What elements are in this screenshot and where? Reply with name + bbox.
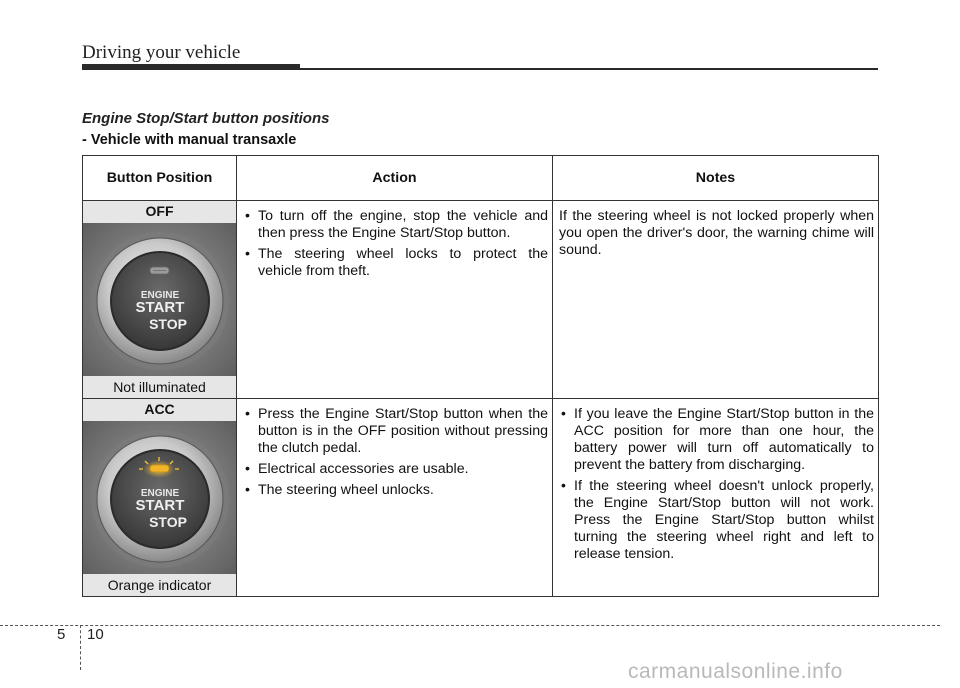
header-bar: [82, 64, 300, 70]
header-action: Action: [237, 156, 553, 201]
engine-button-acc-image: [83, 421, 236, 574]
page-section-number: 5: [57, 626, 66, 643]
position-label-off: OFF: [83, 201, 236, 223]
action-item: • The steering wheel unlocks.: [243, 482, 548, 499]
note-item: • If you leave the Engine Start/Stop button in the ACC position for more than one hour, the battery power will turn off automatically to prevent the battery from discharging.: [559, 406, 874, 474]
position-caption-off: Not illuminated: [83, 376, 236, 398]
table-header-row: [83, 156, 879, 201]
action-item: • To turn off the engine, stop the vehicle and then press the Engine Start/Stop button.: [243, 208, 548, 242]
header-notes: Notes: [553, 156, 879, 201]
action-item: • Electrical accessories are usable.: [243, 461, 548, 478]
header-button-position: Button Position: [83, 156, 237, 201]
header-rule: [300, 68, 878, 70]
notes-cell-off: [553, 201, 879, 399]
watermark: carmanualsonline.info: [628, 660, 843, 683]
notes-cell-acc: [553, 399, 879, 597]
section-title: Engine Stop/Start button positions: [82, 110, 330, 127]
footer-rule: [0, 625, 940, 626]
button-engine-text: ENGINE: [140, 290, 180, 301]
button-engine-text: ENGINE: [140, 488, 180, 499]
table-row-off: [83, 201, 879, 399]
table-row-acc: [83, 399, 879, 597]
footer-divider: [80, 625, 81, 670]
action-cell-acc: [237, 399, 553, 597]
button-positions-table: [82, 155, 879, 597]
position-caption-acc: Orange indicator: [83, 574, 236, 596]
engine-button-off-image: [83, 223, 236, 376]
note-text: If the steering wheel is not locked properly when you open the driver's door, the warning chime will sound.: [559, 208, 874, 258]
page-number: 10: [87, 626, 104, 643]
button-stop-text: STOP: [149, 316, 187, 332]
position-label-acc: ACC: [83, 399, 236, 421]
subsection-title: - Vehicle with manual transaxle: [82, 132, 297, 148]
note-item: • If the steering wheel doesn't unlock properly, the Engine Start/Stop button will not work. Press the Engine Start/Stop button whilst turning the steering wheel right and left to release tension.: [559, 478, 874, 563]
action-cell-off: [237, 201, 553, 399]
position-cell-off: [83, 201, 237, 399]
button-stop-text: STOP: [149, 514, 187, 530]
action-item: • Press the Engine Start/Stop button when the button is in the OFF position without pressing the clutch pedal.: [243, 406, 548, 457]
button-start-text: START: [135, 497, 185, 514]
action-item: • The steering wheel locks to protect the vehicle from theft.: [243, 246, 548, 280]
button-start-text: START: [135, 299, 185, 316]
header-title: Driving your vehicle: [82, 42, 241, 63]
position-cell-acc: [83, 399, 237, 597]
